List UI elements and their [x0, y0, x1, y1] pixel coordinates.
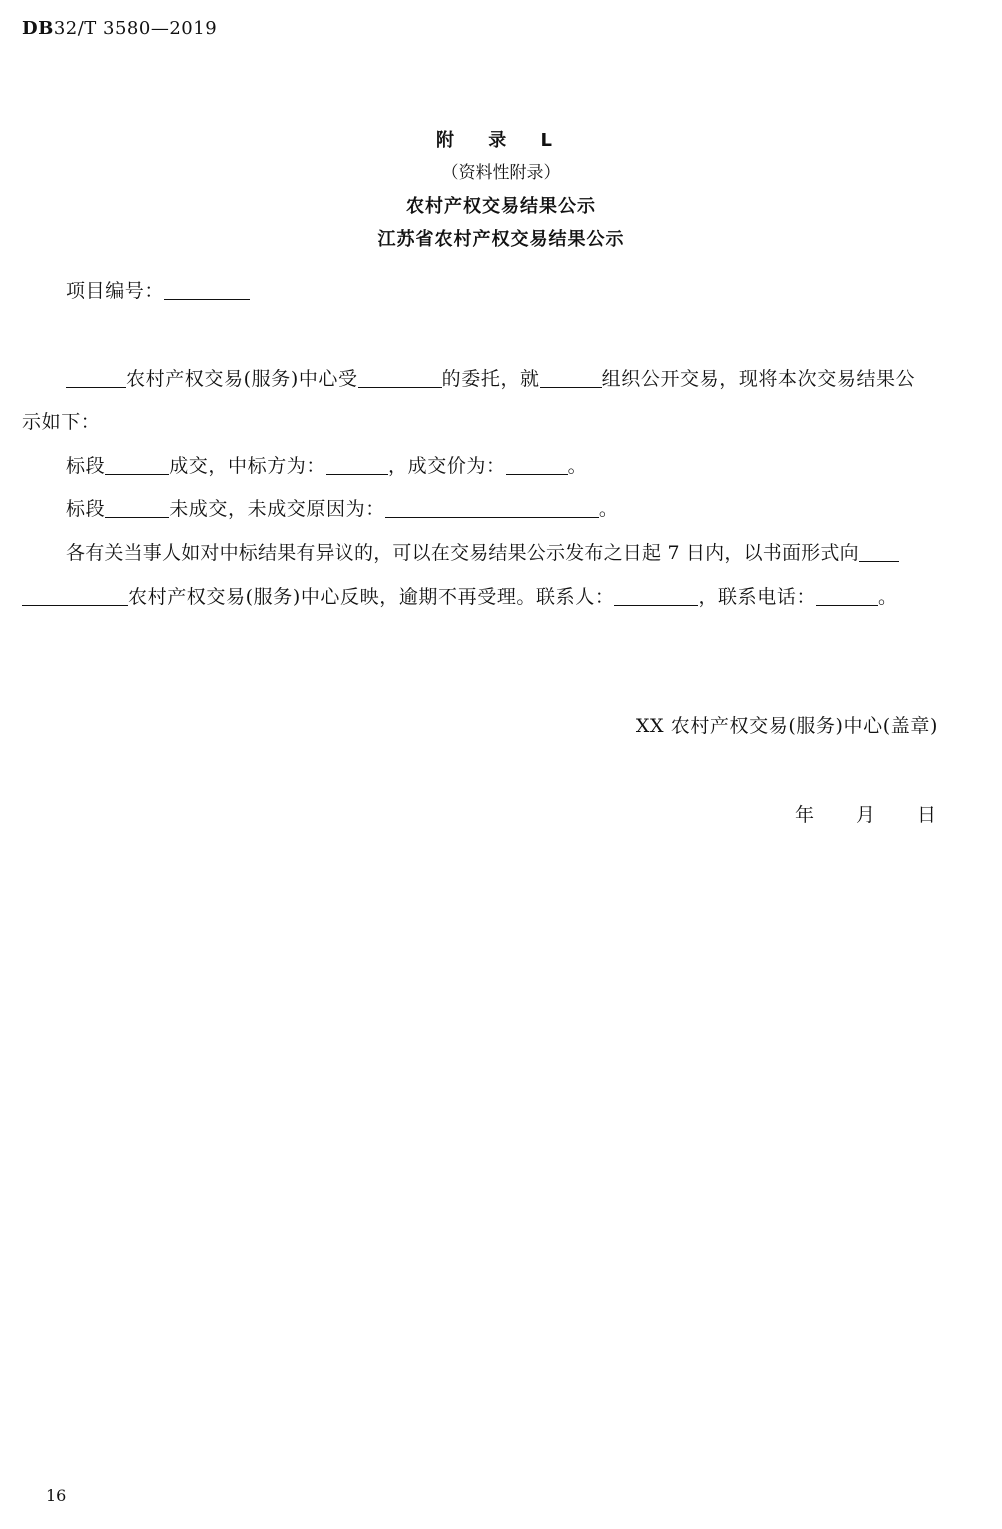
page-number: 16: [46, 1486, 67, 1505]
center-name-blank[interactable]: [859, 541, 899, 562]
document-code-number: 32/T 3580—2019: [53, 18, 218, 39]
paragraph-1-line-1: [66, 364, 915, 391]
contact-blank[interactable]: [614, 585, 698, 606]
client-blank[interactable]: [358, 367, 442, 388]
text-segment: ，联系电话：: [698, 586, 817, 608]
lot-blank[interactable]: [105, 454, 169, 475]
text-segment: 的委托，就: [441, 368, 540, 390]
text-segment: 。: [598, 498, 619, 520]
text-segment: 标段: [66, 455, 106, 477]
subject-blank[interactable]: [540, 367, 602, 388]
date-line: [795, 800, 936, 827]
paragraph-1-line-2: 示如下：: [22, 411, 101, 433]
day-label: 日: [916, 804, 936, 826]
form-subtitle: 江苏省农村产权交易结果公示: [377, 229, 625, 250]
project-number-line: [66, 276, 250, 303]
text-segment: 。: [567, 455, 588, 477]
lot-blank[interactable]: [105, 497, 169, 518]
issuer-signature: XX 农村产权交易(服务)中心(盖章): [635, 715, 938, 737]
text-segment: 未成交，未成交原因为：: [169, 498, 385, 520]
year-label: 年: [794, 804, 814, 826]
text-segment: 农村产权交易(服务)中心受: [126, 368, 358, 390]
project-number-label: 项目编号：: [66, 280, 165, 302]
deal-line: [66, 451, 587, 478]
objection-line-2: [22, 582, 898, 609]
appendix-type: （资料性附录）: [441, 163, 561, 183]
text-segment: 各有关当事人如对中标结果有异议的，可以在交易结果公示发布之日起 7 日内，以书面形式向: [66, 542, 859, 564]
price-blank[interactable]: [506, 454, 568, 475]
center-name-blank[interactable]: [22, 585, 128, 606]
center-name-blank[interactable]: [66, 367, 126, 388]
no-deal-line: [66, 494, 618, 521]
text-segment: 成交，中标方为：: [169, 455, 327, 477]
reason-blank[interactable]: [385, 497, 599, 518]
form-title: 农村产权交易结果公示: [406, 196, 596, 217]
title-block: [0, 124, 1002, 256]
appendix-label: 附 录 L: [435, 130, 566, 151]
winner-blank[interactable]: [326, 454, 388, 475]
document-code-prefix: DB: [22, 18, 54, 39]
month-label: 月: [855, 804, 875, 826]
objection-line-1: [66, 538, 899, 565]
document-code: [22, 18, 217, 39]
text-segment: 标段: [66, 498, 106, 520]
text-segment: ，成交价为：: [388, 455, 506, 477]
phone-blank[interactable]: [816, 585, 878, 606]
text-segment: 。: [878, 586, 898, 608]
text-segment: 组织公开交易，现将本次交易结果公: [601, 368, 916, 390]
text-segment: 农村产权交易(服务)中心反映，逾期不再受理。联系人：: [128, 586, 615, 608]
project-number-blank[interactable]: [164, 279, 250, 300]
